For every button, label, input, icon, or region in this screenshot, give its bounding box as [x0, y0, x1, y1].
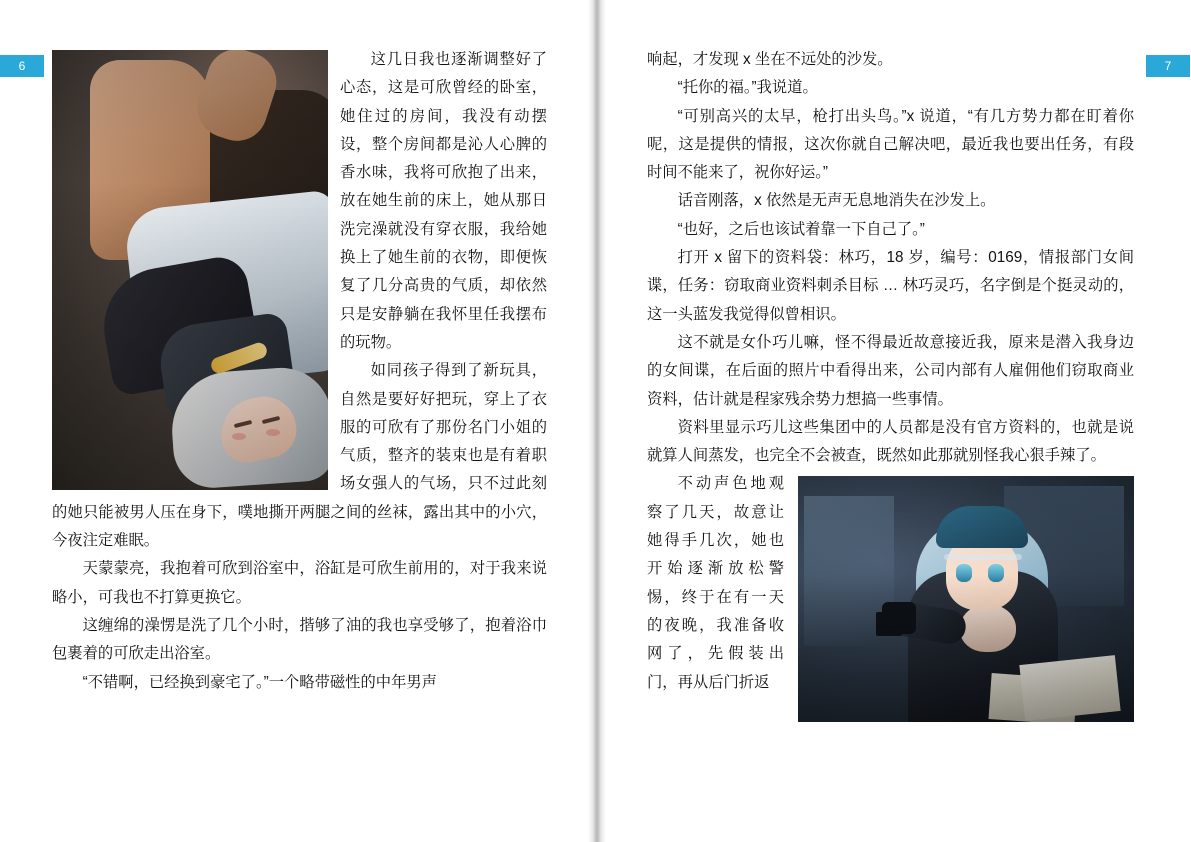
paragraph: 这不就是女仆巧儿嘛，怪不得最近故意接近我，原来是潜入我身边的女间谍，在后面的照片中看得出来，公司内部有人雇佣他们窃取商业资料，估计就是程家残余势力想搞一些事情。: [647, 333, 1134, 408]
paragraph: 资料里显示巧儿这些集团中的人员都是没有官方资料的，也就是说就算人间蒸发，也完全不会被查，既然如此那就别怪我心狠手辣了。: [647, 418, 1134, 465]
right-page: [595, 0, 1190, 842]
paragraph: 这几日我也逐渐调整好了心态，这是可欣曾经的卧室，她住过的房间，我没有动摆设，整个房间都是沁人心脾的香水味，我将可欣抱了出来，放在她生前的床上，她从那日洗完澡就没有穿衣服，我给她换上了她生前的衣物，即便恢复了几分高贵的气质，却依然只是安静躺在我怀里任我摆布的玩物。: [340, 51, 547, 351]
paragraph: “不错啊，已经换到豪宅了。”一个略带磁性的中年男声: [82, 673, 437, 691]
paragraph: 打开 x 留下的资料袋：林巧，18 岁，编号：0169，情报部门女间谍，任务：窃取商业资料刺杀目标 … 林巧灵巧，名字倒是个挺灵动的，这一头蓝发我觉得似曾相识。: [647, 249, 1134, 323]
illustration-vignette: [52, 50, 328, 490]
bedroom-illustration: [52, 50, 328, 490]
paragraph: 响起，才发现 x 坐在不远处的沙发。: [647, 51, 893, 68]
right-page-lower-block: [647, 470, 1134, 728]
paragraph: 不动声色地观察了几天，故意让她得手几次，她也开始逐渐放松警惕，终于在有一天的夜晚，我准备收网了，先假装出门，再从后门折返: [647, 475, 784, 691]
paragraph: “可别高兴的太早，枪打出头鸟。”x 说道，“有几方势力都在盯着你呢，这是提供的情报，这次你就自己解决吧，最近我也要出任务，有段时间不能来了，祝你好运。”: [647, 107, 1134, 182]
paragraph: 话音刚落，x 依然是无声无息地消失在沙发上。: [677, 192, 996, 210]
spy-illustration: [798, 476, 1134, 722]
right-page-text-column: [647, 46, 1134, 728]
right-page-number: 7: [1146, 55, 1190, 77]
paragraph: “也好，之后也该试着靠一下自己了。”: [677, 220, 925, 238]
paragraph: 天蒙蒙亮，我抱着可欣到浴室中，浴缸是可欣生前用的，对于我来说略小，可我也不打算更换它。: [52, 560, 547, 606]
left-page-number: 6: [0, 55, 44, 77]
left-page-text-column: [52, 46, 547, 697]
paragraph: 这缠绵的澡愣是洗了几个小时，揩够了油的我也享受够了，抱着浴巾包裹着的可欣走出浴室。: [52, 616, 547, 663]
illustration-vignette: [798, 476, 1134, 722]
paragraph: 如同孩子得到了新玩具，自然是要好好把玩，穿上了衣服的可欣有了那份名门小姐的气质，整齐的装束也是有着职场女强人的气场，只不过此刻的她只能被男人压在身下，噗地撕开两腿之间的丝袜，露出其中的小穴，今夜注定难眠。: [52, 362, 547, 550]
paragraph: “托你的福。”我说道。: [677, 79, 818, 97]
left-page: [0, 0, 595, 842]
